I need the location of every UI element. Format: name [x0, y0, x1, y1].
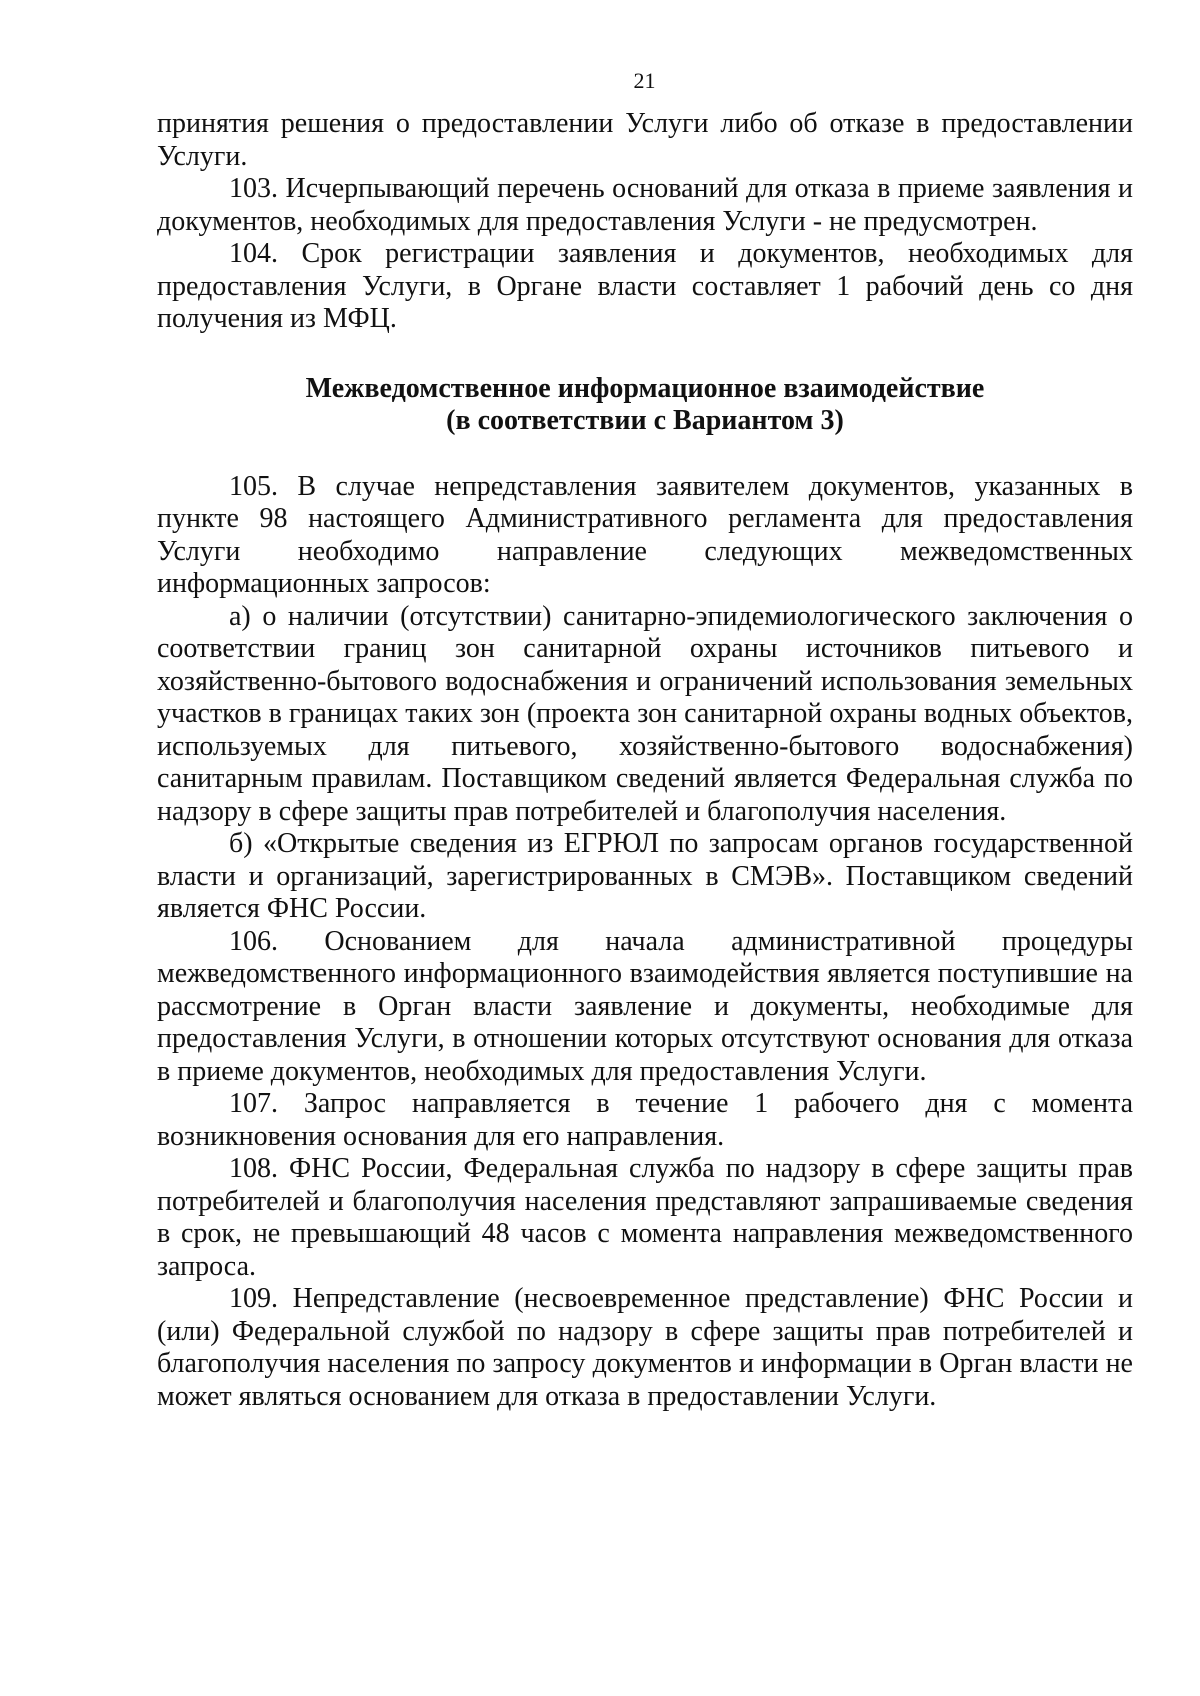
- paragraph-continuation: принятия решения о предоставлении Услуги либо об отказе в предоставлении Услуги.: [157, 108, 1133, 172]
- page-number: 21: [633, 68, 656, 93]
- paragraph-109: 109. Непредставление (несвоевременное представление) ФНС России и (или) Федеральной службой по надзору в сфере защиты прав потребителей и благополучия населения по запросу документов и информации в Орган власти не может являться основанием для отказа в предоставлении Услуги.: [157, 1283, 1133, 1412]
- paragraph-108: 108. ФНС России, Федеральная служба по надзору в сфере защиты прав потребителей и благополучия населения представляют запрашиваемые сведения в срок, не превышающий 48 часов с момента направления межведомственного запроса.: [157, 1153, 1133, 1282]
- paragraph-107: 107. Запрос направляется в течение 1 рабочего дня с момента возникновения основания для его направления.: [157, 1088, 1133, 1152]
- section-heading-line-1: Межведомственное информационное взаимодействие: [305, 372, 985, 404]
- section-heading: [157, 373, 1133, 438]
- paragraph-105-b: б) «Открытые сведения из ЕГРЮЛ по запросам органов государственной власти и организаций, зарегистрированных в СМЭВ». Поставщиком сведений является ФНС России.: [157, 828, 1133, 924]
- paragraph-104: 104. Срок регистрации заявления и документов, необходимых для предоставления Услуги, в Органе власти составляет 1 рабочий день со дня получения из МФЦ.: [157, 238, 1133, 334]
- paragraph-103: 103. Исчерпывающий перечень оснований для отказа в приеме заявления и документов, необходимых для предоставления Услуги - не предусмотрен.: [157, 173, 1133, 237]
- document-body: [157, 108, 1133, 1413]
- section-heading-line-2: (в соответствии с Вариантом 3): [446, 405, 844, 436]
- paragraph-106: 106. Основанием для начала административной процедуры межведомственного информационного взаимодействия является поступившие на рассмотрение в Орган власти заявление и документы, необходимые для предоставления Услуги, в отношении которых отсутствуют основания для отказа в приеме документов, необходимых для предоставления Услуги.: [157, 925, 1133, 1087]
- paragraph-105: 105. В случае непредставления заявителем документов, указанных в пункте 98 настоящего Административного регламента для предоставления Услуги необходимо направление следующих межведомственных информационных запросов:: [157, 470, 1133, 599]
- paragraph-105-a: а) о наличии (отсутствии) санитарно-эпидемиологического заключения о соответствии границ зон санитарной охраны источников питьевого и хозяйственно-бытового водоснабжения и ограничений использования земельных участков в границах таких зон (проекта зон санитарной охраны водных объектов, используемых для питьевого, хозяйственно-бытового водоснабжения) санитарным правилам. Поставщиком сведений является Федеральная служба по надзору в сфере защиты прав потребителей и благополучия населения.: [157, 600, 1133, 827]
